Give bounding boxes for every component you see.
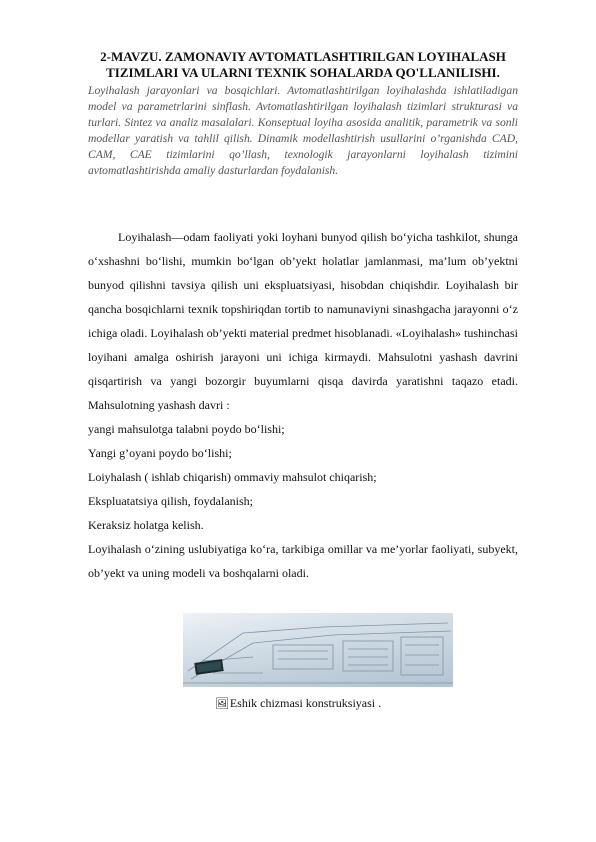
picture-icon: 🖼	[214, 697, 229, 710]
figure-caption	[0, 695, 596, 712]
lifecycle-item: Yangi g’oyani poydo bo‘lishi;	[88, 446, 232, 460]
topic-abstract: Loyihalash jarayonlari va bosqichlari. Avtomatlashtirilgan loyihalashda ishlatiladigan model va parametrlarini sinflash. Avtomatlashtirilgan loyihalash tizimlari strukturasi va turlari. Sintez va analiz masalalari. Konseptual loyiha asosida analitik, parametrik va sonli modellar yaratish va tahlil qilish. Dinamik modellashtirish usullarini o’rganishda CAD, CAM, CAE tizimlarini qo’llash, texnologik jarayonlarni loyihalash tizimini avtomatlashtirishda amaliy dasturlardan foydalanish.	[88, 84, 518, 177]
document-body	[88, 225, 518, 585]
intro-paragraph: Loyihalash—odam faoliyati yoki loyhani bunyod qilish bo‘yicha tashkilot, shunga o‘xshashni bo‘lishi, mumkin bo‘lgan ob’yekt holatlar jamlanmasi, ma’lum ob’yektni bunyod qilishni tavsiya qilish uni ekspluatsiyasi, hisobdan chiqishdir. Loyihalash bir qancha bosqichlarni texnik topshiriqdan tortib to namunaviyni sinashgacha jarayonni o‘z ichiga oladi. Loyihalash ob’yekti material predmet hisoblanadi. «Loyihalash» tushinchasi loyihani amalga oshirish jarayoni uni ichiga kirmaydi. Mahsulotni yashash davrini qisqartirish va yangi bozorgir buyumlarni qisqa davirda yaratishni taqazo etadi. Mahsulotning yashash davri :	[88, 230, 518, 412]
lifecycle-item: Ekspluatatsiya qilish, foydalanish;	[88, 494, 253, 508]
figure-caption-text: Eshik chizmasi konstruksiyasi .	[229, 696, 382, 710]
lifecycle-item: Keraksiz holatga kelish.	[88, 518, 204, 532]
closing-paragraph: Loyihalash o‘zining uslubiyatiga ko‘ra, tarkibiga omillar va me’yorlar faoliyati, subyekt, ob’yekt va uning modeli va boshqalarni oladi.	[88, 542, 518, 580]
blueprint-illustration	[183, 613, 453, 687]
page-title: 2-MAVZU. ZAMONAVIY AVTOMATLASHTIRILGAN LOYIHALASH TIZIMLARI VA ULARNI TEXNIK SOHALARDA QO'LLANILISHI.	[100, 49, 506, 80]
lifecycle-item: Loiyhalash ( ishlab chiqarish) ommaviy mahsulot chiqarish;	[88, 470, 377, 484]
door-drawing-image	[183, 613, 453, 687]
lifecycle-item: yangi mahsulotga talabni poydo bo‘lishi;	[88, 422, 285, 436]
